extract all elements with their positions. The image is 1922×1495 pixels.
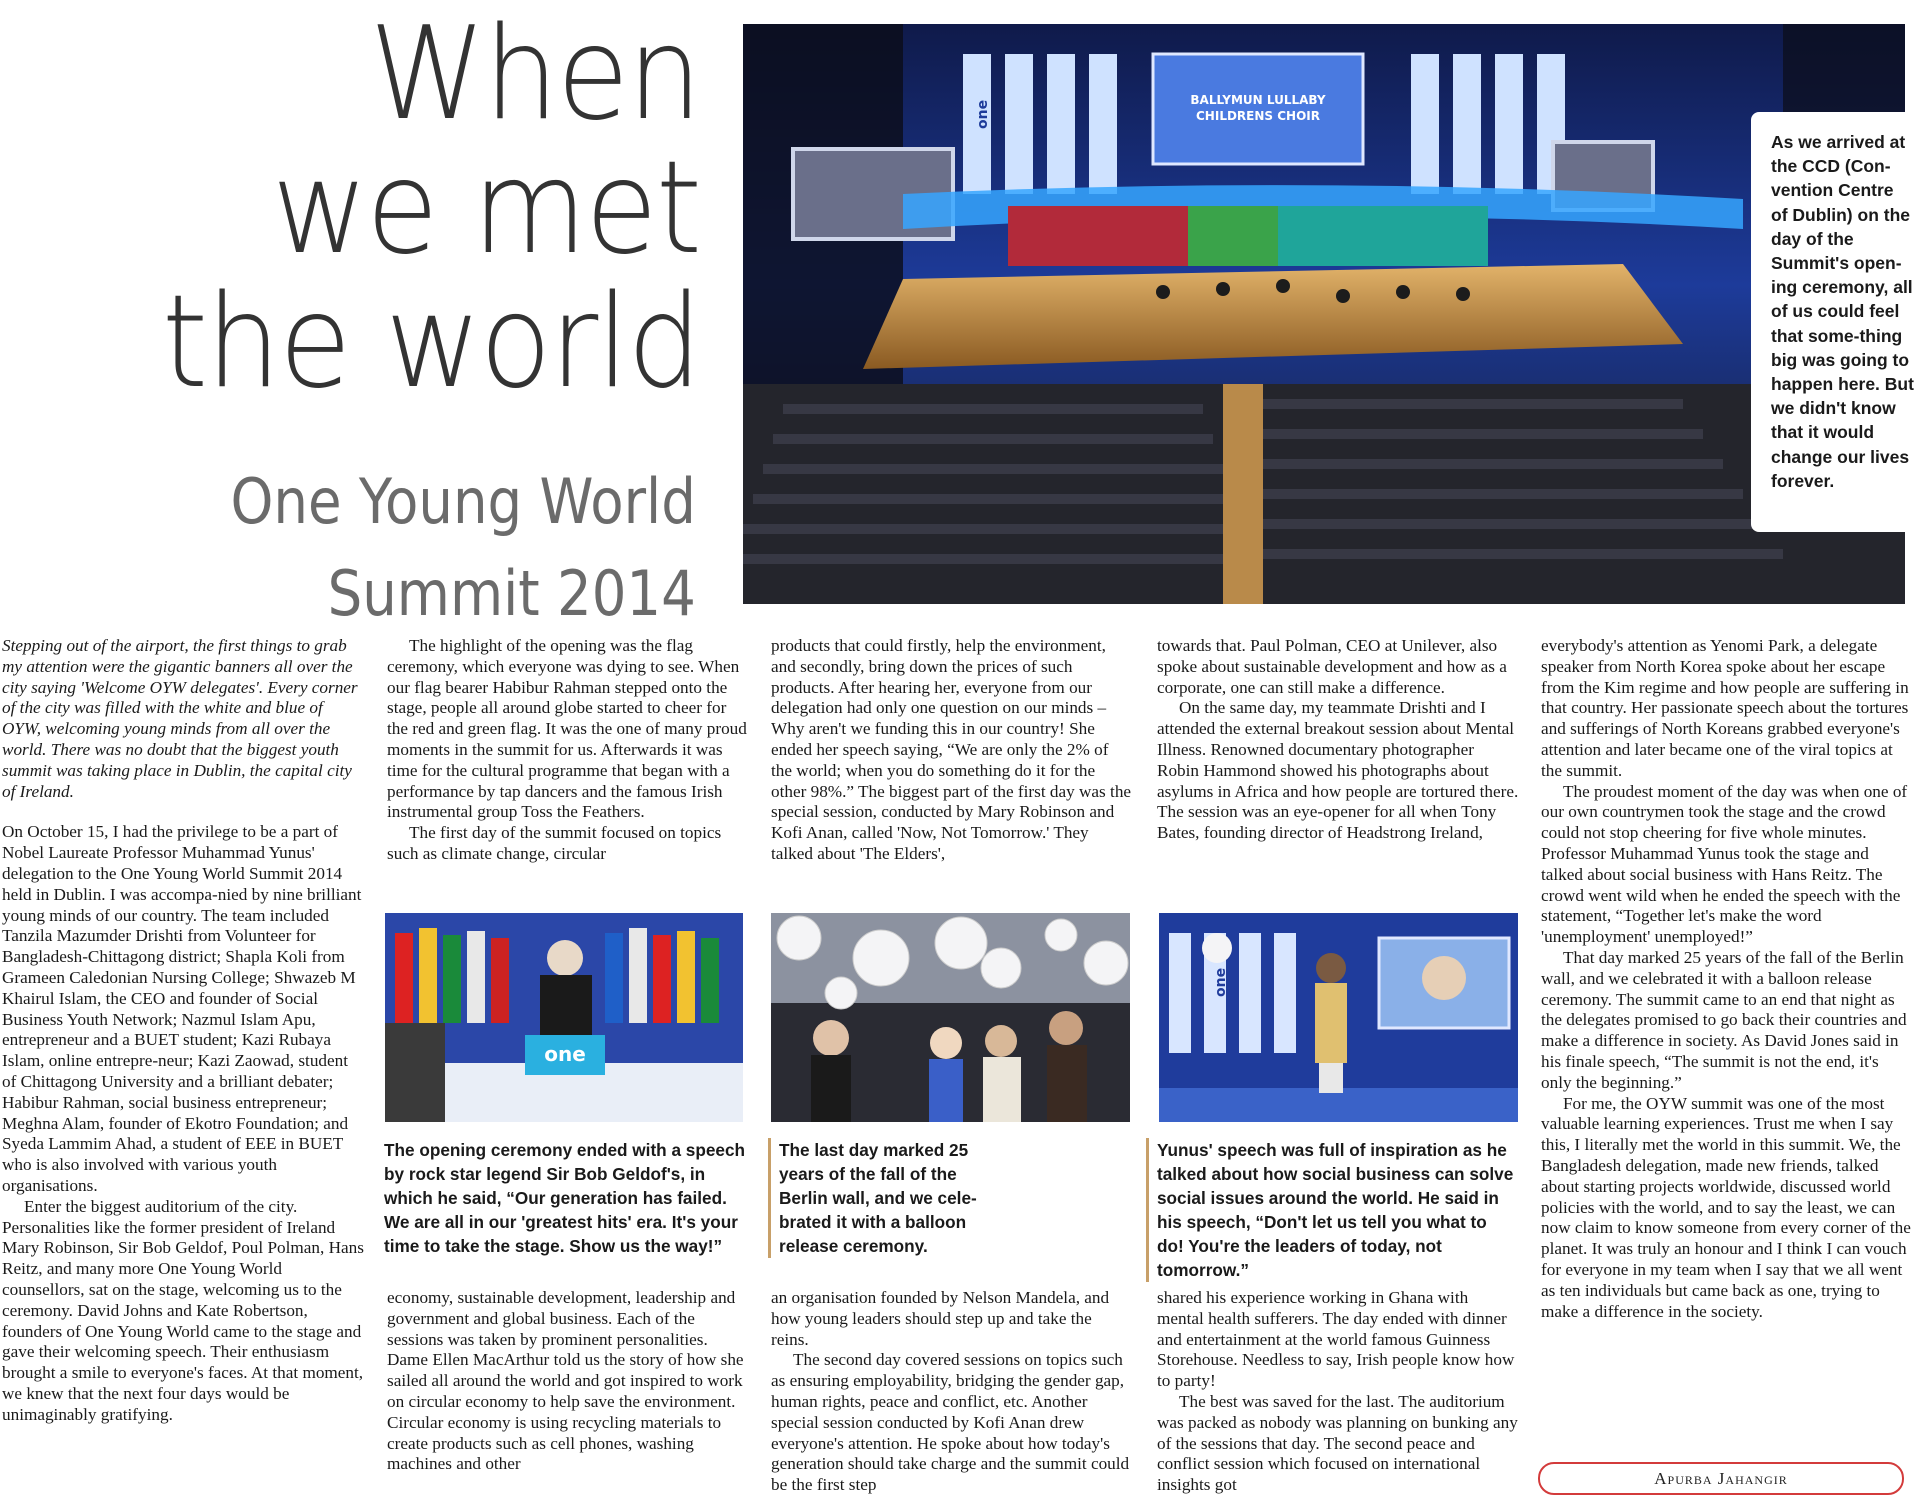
subheadline [167,456,696,640]
screen-text-2: CHILDRENS CHOIR [1196,109,1320,123]
paragraph: economy, sustainable development, leadership and government and global business. Each of the sessions was taken by prominent personalities. Dame Ellen MacArthur told us the story of how she sailed all around the world and got inspired to work on circular economy to help save the environment. Circular economy is using recycling materials to create products such as cell phones, washing machines and other [387,1288,744,1474]
banner-text: one [1213,967,1229,997]
hero-callout: As we arrived at the CCD (Con-vention Centre of Dublin) on the day of the Summit's open-ing ceremony, all of us could feel that some-thing big was going to happen here. But we didn't know that it would change our lives forever. [1751,112,1922,532]
caption-balloon: The last day marked 25 years of the fall of the Berlin wall, and we cele-brated it with a balloon release ceremony. [768,1138,1008,1258]
photo-balloon-release [771,913,1130,1122]
balloon-illustration [771,913,1130,1122]
paragraph: The highlight of the opening was the flag ceremony, which everyone was dying to see. When our flag bearer Habibur Rahman stepped onto the stage, people all around globe started to cheer for the red and green flag. It was the one of many proud moments in the summit for us. Afterwards it was time for the cultural programme that began with a performance by tap dancers and the famous Irish instrumental group Toss the Feathers. [387,636,747,822]
column-1 [2,636,364,1425]
paragraph: The best was saved for the last. The auditorium was packed as nobody was planning on bunking any of the sessions that day. The second peace and conflict session which focused on international insights got [1157,1391,1518,1495]
paragraph: products that could firstly, help the environment, and secondly, bring down the prices of such products. After hearing her, everyone from our delegation had only one question on our minds –Why aren't we funding this in our country! She ended her speech saying, “We are only the 2% of the world; when you do something do it for the other 98%.” The biggest part of the first day was the special session, conducted by Mary Robinson and Kofi Anan, called 'Now, Not Tomorrow.' They talked about 'The Elders', [771,636,1132,863]
author-byline: Apurba Jahangir [1538,1462,1904,1495]
paragraph: an organisation founded by Nelson Mandela, and how young leaders should step up and take the reins. [771,1288,1110,1349]
column-4-top [1157,636,1519,844]
paragraph: Enter the biggest auditorium of the city. Personalities like the former president of Ireland Mary Robinson, Sir Bob Geldof, Poul Polman, Hans Reitz, and many more One Young World counsellors, sat on the stage, welcoming us to the ceremony. David Johns and Kate Robertson, founders of One Young World came to the stage and gave their welcoming speech. Their enthusiasm brought a smile to everyone's faces. At that moment, we knew that the next four days would be unimaginably gratifying. [2,1196,364,1424]
subheadline-line-2: Summit 2014 [327,557,696,630]
podium-logo-text: one [544,1042,586,1066]
paragraph: everybody's attention as Yenomi Park, a delegate speaker from North Korea spoke about her escape from the Kim regime and how people are suffering in that country. Her passionate speech about the tortures and sufferings of North Koreans grabbed everyone's attention and later became one of the viral topics at the summit. [1541,636,1909,780]
paragraph: On the same day, my teammate Drishti and I attended the external breakout session about Mental Illness. Renowned documentary photographer Robin Hammond showed his photographs about asylums in Africa and how people are tortured there. The session was an eye-opener for all when Tony Bates, founding director of Headstrong Ireland, [1157,698,1519,843]
paragraph: That day marked 25 years of the fall of the Berlin wall, and we celebrated it with a balloon release ceremony. The summit came to an end that night as the delegates promised to go back their countries and make a difference in society. As David Jones said in his finale speech, “The summit is not the end, it's only the beginning.” [1541,947,1907,1092]
caption-geldof: The opening ceremony ended with a speech by rock star legend Sir Bob Geldof's, in which he said, “Our generation has failed. We are all in our 'greatest hits' era. It's your time to take the stage. Show us the way!” [384,1140,746,1256]
paragraph: The first day of the summit focused on topics such as climate change, circular [387,823,722,863]
headline-line-3: the world [161,268,700,417]
column-2-top [387,636,749,865]
banner-text: one [975,99,991,129]
column-2-bottom [387,1288,749,1475]
subheadline-line-1: One Young World [230,465,696,538]
paragraph: towards that. Paul Polman, CEO at Unilever, also spoke about sustainable development and how as a corporate, one can still make a difference. [1157,636,1507,697]
photo-yunus-speech [1159,913,1518,1122]
headline-line-1: When [369,0,700,149]
paragraph: For me, the OYW summit was one of the most valuable learning experiences. Trust me when I say this, I literally met the world in this summit. We, the Bangladesh delegation, made new friends, talked about starting projects worldwide, discussed world policies with the world, and to say the least, we can now claim to know someone from every corner of the planet. It was truly an honour and I think I can vouch for everyone in my team when I say that we all went as ten individuals but came back as one, trying to make a difference in the society. [1541,1093,1911,1321]
column-3-bottom [771,1288,1133,1495]
paragraph: On October 15, I had the privilege to be a part of Nobel Laureate Professor Muhammad Yunus' delegation to the One Young World Summit 2014 held in Dublin. I was accompa-nied by nine brilliant young minds of our country. The team included Tanzila Mazumder Drishti from Volunteer for Bangladesh-Chittagong district; Shapla Koli from Grameen Caledonian Nursing College; Shwazeb M Khairul Islam, the CEO and founder of Social Business Youth Network; Nazmul Islam Apu, entrepreneur and a BUET student; Kazi Rubaya Islam, online entrepre-neur; Kazi Zaowad, student of Chittagong University and a brilliant debater; Habibur Rahman, social business entrepreneur; Meghna Alam, founder of Ekotro Foundation; and Syeda Lammim Ahad, a student of EEE in BUET who is also involved with various youth organisations. [2,822,362,1195]
paragraph: The proudest moment of the day was when one of our own countrymen took the stage and the crowd could not stop cheering for five whole minutes. Professor Muhammad Yunus took the stage and talked about social business with Hans Reitz. The crowd went wild when he ended the speech with the statement, “Together let's make the word 'unemployment' unemployed!” [1541,781,1908,947]
intro-paragraph: Stepping out of the airport, the first things to grab my attention were the gigantic banners all over the city saying 'Welcome OYW delegates'. Every corner of the city was filled with the white and blue of OYW, welcoming young minds from all over the world. There was no doubt that the biggest youth summit was taking place in Dublin, the capital city of Ireland. [2,636,358,801]
column-3-top [771,636,1133,865]
caption-yunus: Yunus' speech was full of inspiration as he talked about how social business can solve social issues around the world. He said in his speech, “Don't let us tell you what to do! You're the leaders of today, not tomorrow.” [1146,1138,1518,1282]
yunus-illustration [1159,913,1518,1122]
auditorium-illustration [743,24,1905,604]
photo-geldof-speech [385,913,743,1122]
column-4-bottom [1157,1288,1519,1495]
column-5 [1541,636,1911,1322]
geldof-illustration [385,913,743,1122]
headline [115,0,700,417]
paragraph: shared his experience working in Ghana with mental health sufferers. The day ended with dinner and entertainment at the world famous Guinness Storehouse. Needless to say, Irish people know how to party! [1157,1288,1515,1391]
screen-text-1: BALLYMUN LULLABY [1190,93,1326,107]
paragraph: The second day covered sessions on topics such as ensuring employability, bridging the gender gap, human rights, peace and conflict, etc. Another special session conducted by Kofi Anan drew everyone's attention. He spoke about how today's generation should take charge and the summit could be the first step [771,1350,1130,1495]
hero-photo-auditorium [743,24,1905,604]
headline-line-2: we met [271,134,700,283]
